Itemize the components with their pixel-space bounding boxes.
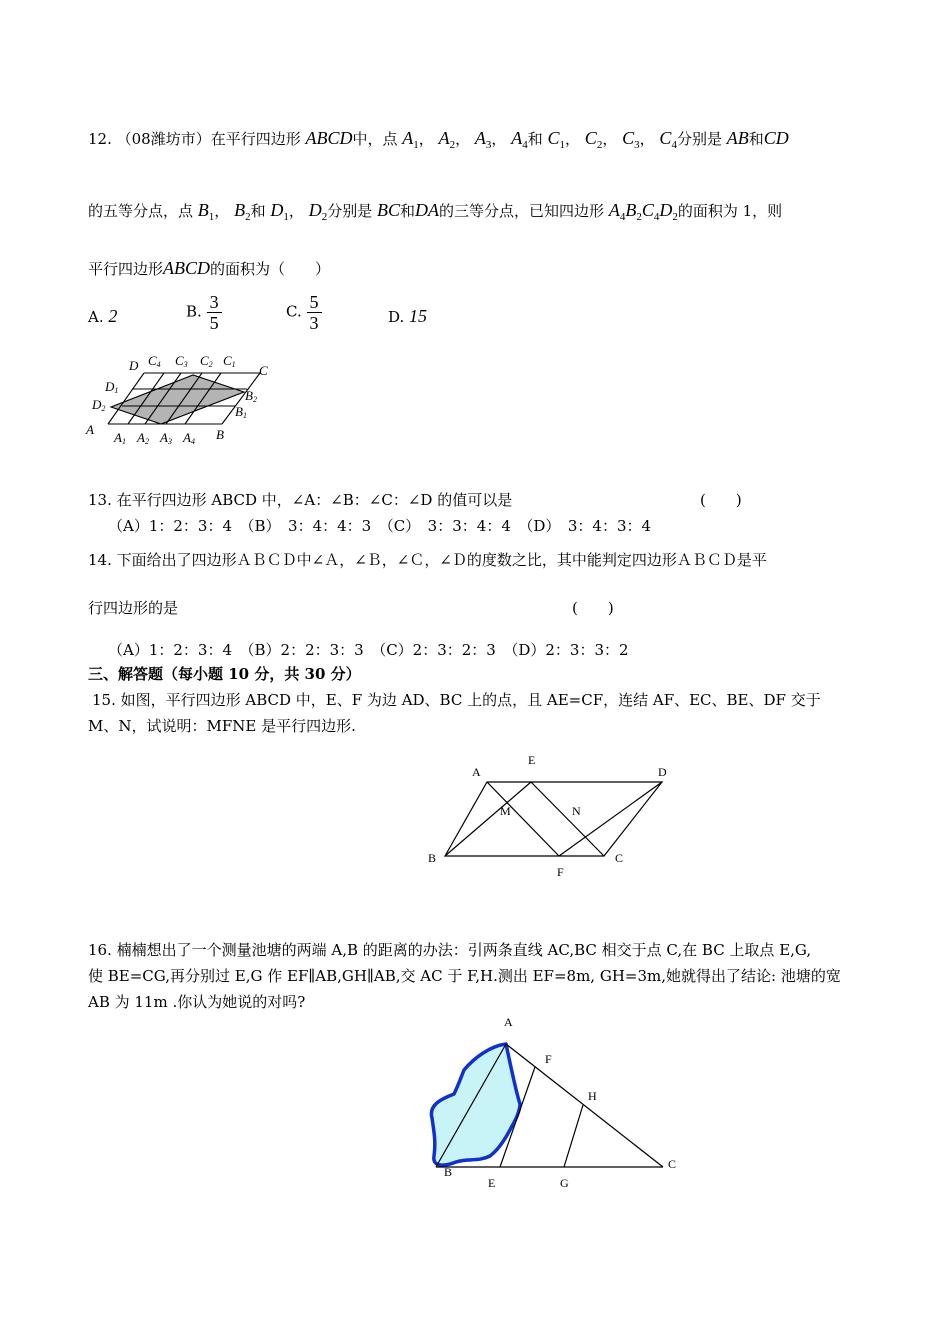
q14-answer-paren: ( ) [572,599,614,617]
label-N: N [572,804,581,818]
label-A1: A1 [114,430,126,446]
label-D: D [658,765,667,779]
q16-line2: 使 BE=CG,再分别过 E,G 作 EF∥AB,GH∥AB,交 AC 于 F,H.测出 EF=8m, GH=3m,她就得出了结论: 池塘的宽 [88,967,841,985]
section-3-heading: 三、解答题（每小题 10 分，共 30 分） [88,665,361,683]
label-M: M [500,804,511,818]
label-C3: C3 [175,353,188,369]
label-A: A [472,765,481,779]
label-A4: A4 [183,430,195,446]
label-D1: D1 [105,379,119,395]
q13-answer-paren: ( ) [700,491,742,509]
label-B1: B1 [235,404,247,420]
q16-line1: 16. 楠楠想出了一个测量池塘的两端 A,B 的距离的办法：引两条直线 AC,BC 相交于点 C,在 BC 上取点 E,G, [88,941,812,959]
q15-line2: M、N，试说明：MFNE 是平行四边形. [88,717,356,735]
q15-parallelogram-figure [420,750,680,880]
q14-options: （A）1：2：3：4 （B）2：2：3：3 （C）2：3：2：3 （D）2：3：3：2 [108,641,629,659]
q14-stem-line2: 行四边形的是 [88,599,179,617]
label-E: E [528,753,536,767]
label-C: C [259,363,268,378]
q13-stem: 13. 在平行四边形 ABCD 中，∠A：∠B：∠C：∠D 的值可以是 [88,491,513,509]
q15-line1: 15. 如图，平行四边形 ABCD 中，E、F 为边 AD、BC 上的点，且 AE=CF，连结 AF、EC、BE、DF 交于 [92,691,821,709]
q12-option-a: A. 2 [88,306,118,326]
label-H: H [588,1089,597,1103]
label-C4: C4 [148,353,161,369]
q12-option-d: D. 15 [388,306,428,326]
label-B: B [216,427,224,442]
label-C: C [615,851,624,865]
label-A: A [86,422,94,437]
q12-parallelogram-figure [84,350,284,450]
label-G: G [560,1176,569,1190]
label-D: D [129,358,139,373]
label-B: B [428,851,437,865]
q12-option-c: C. $\frac{5}{3}$ [286,292,322,333]
label-C1: C1 [223,353,236,369]
label-B2: B2 [245,388,257,404]
q16-line3: AB 为 11m .你认为她说的对吗? [88,993,306,1011]
q12-line3: 平行四边形ABCD的面积为（ ） [88,258,331,278]
label-C: C [668,1157,677,1171]
label-A2: A2 [137,430,149,446]
q12-line2: 的五等分点，点 $B_1$， $B_2$和 $D_1$， $D_2$分别是 BC和DA的三等分点，已知四边形 $A_4B_2C_4D_2$的面积为 1，则 [88,200,783,223]
label-A: A [504,1015,513,1029]
label-F: F [545,1052,552,1066]
label-B: B [444,1165,453,1179]
q12-option-b: B. $\frac{3}{5}$ [186,292,222,333]
label-D2: D2 [92,397,106,413]
q16-pond-figure [420,1010,690,1200]
q14-stem-line1: 14. 下面给出了四边形ＡＢＣＤ中∠Ａ，∠Ｂ，∠Ｃ，∠Ｄ的度数之比，其中能判定四边形ＡＢＣＤ是平 [88,551,767,569]
label-E: E [488,1176,496,1190]
label-A3: A3 [160,430,172,446]
q12-line1: 12. （08潍坊市）在平行四边形 ABCD中，点 $A_1$， $A_2$， $A_3$， $A_4$和 $C_1$， $C_2$， $C_3$， $C_4$分别是 AB和CD [88,128,789,151]
label-C2: C2 [200,353,213,369]
q13-options: （A）1：2：3：4 （B） 3：4：4：3 （C） 3：3：4：4 （D） 3：4：3：4 [108,517,652,535]
label-F: F [557,865,564,879]
